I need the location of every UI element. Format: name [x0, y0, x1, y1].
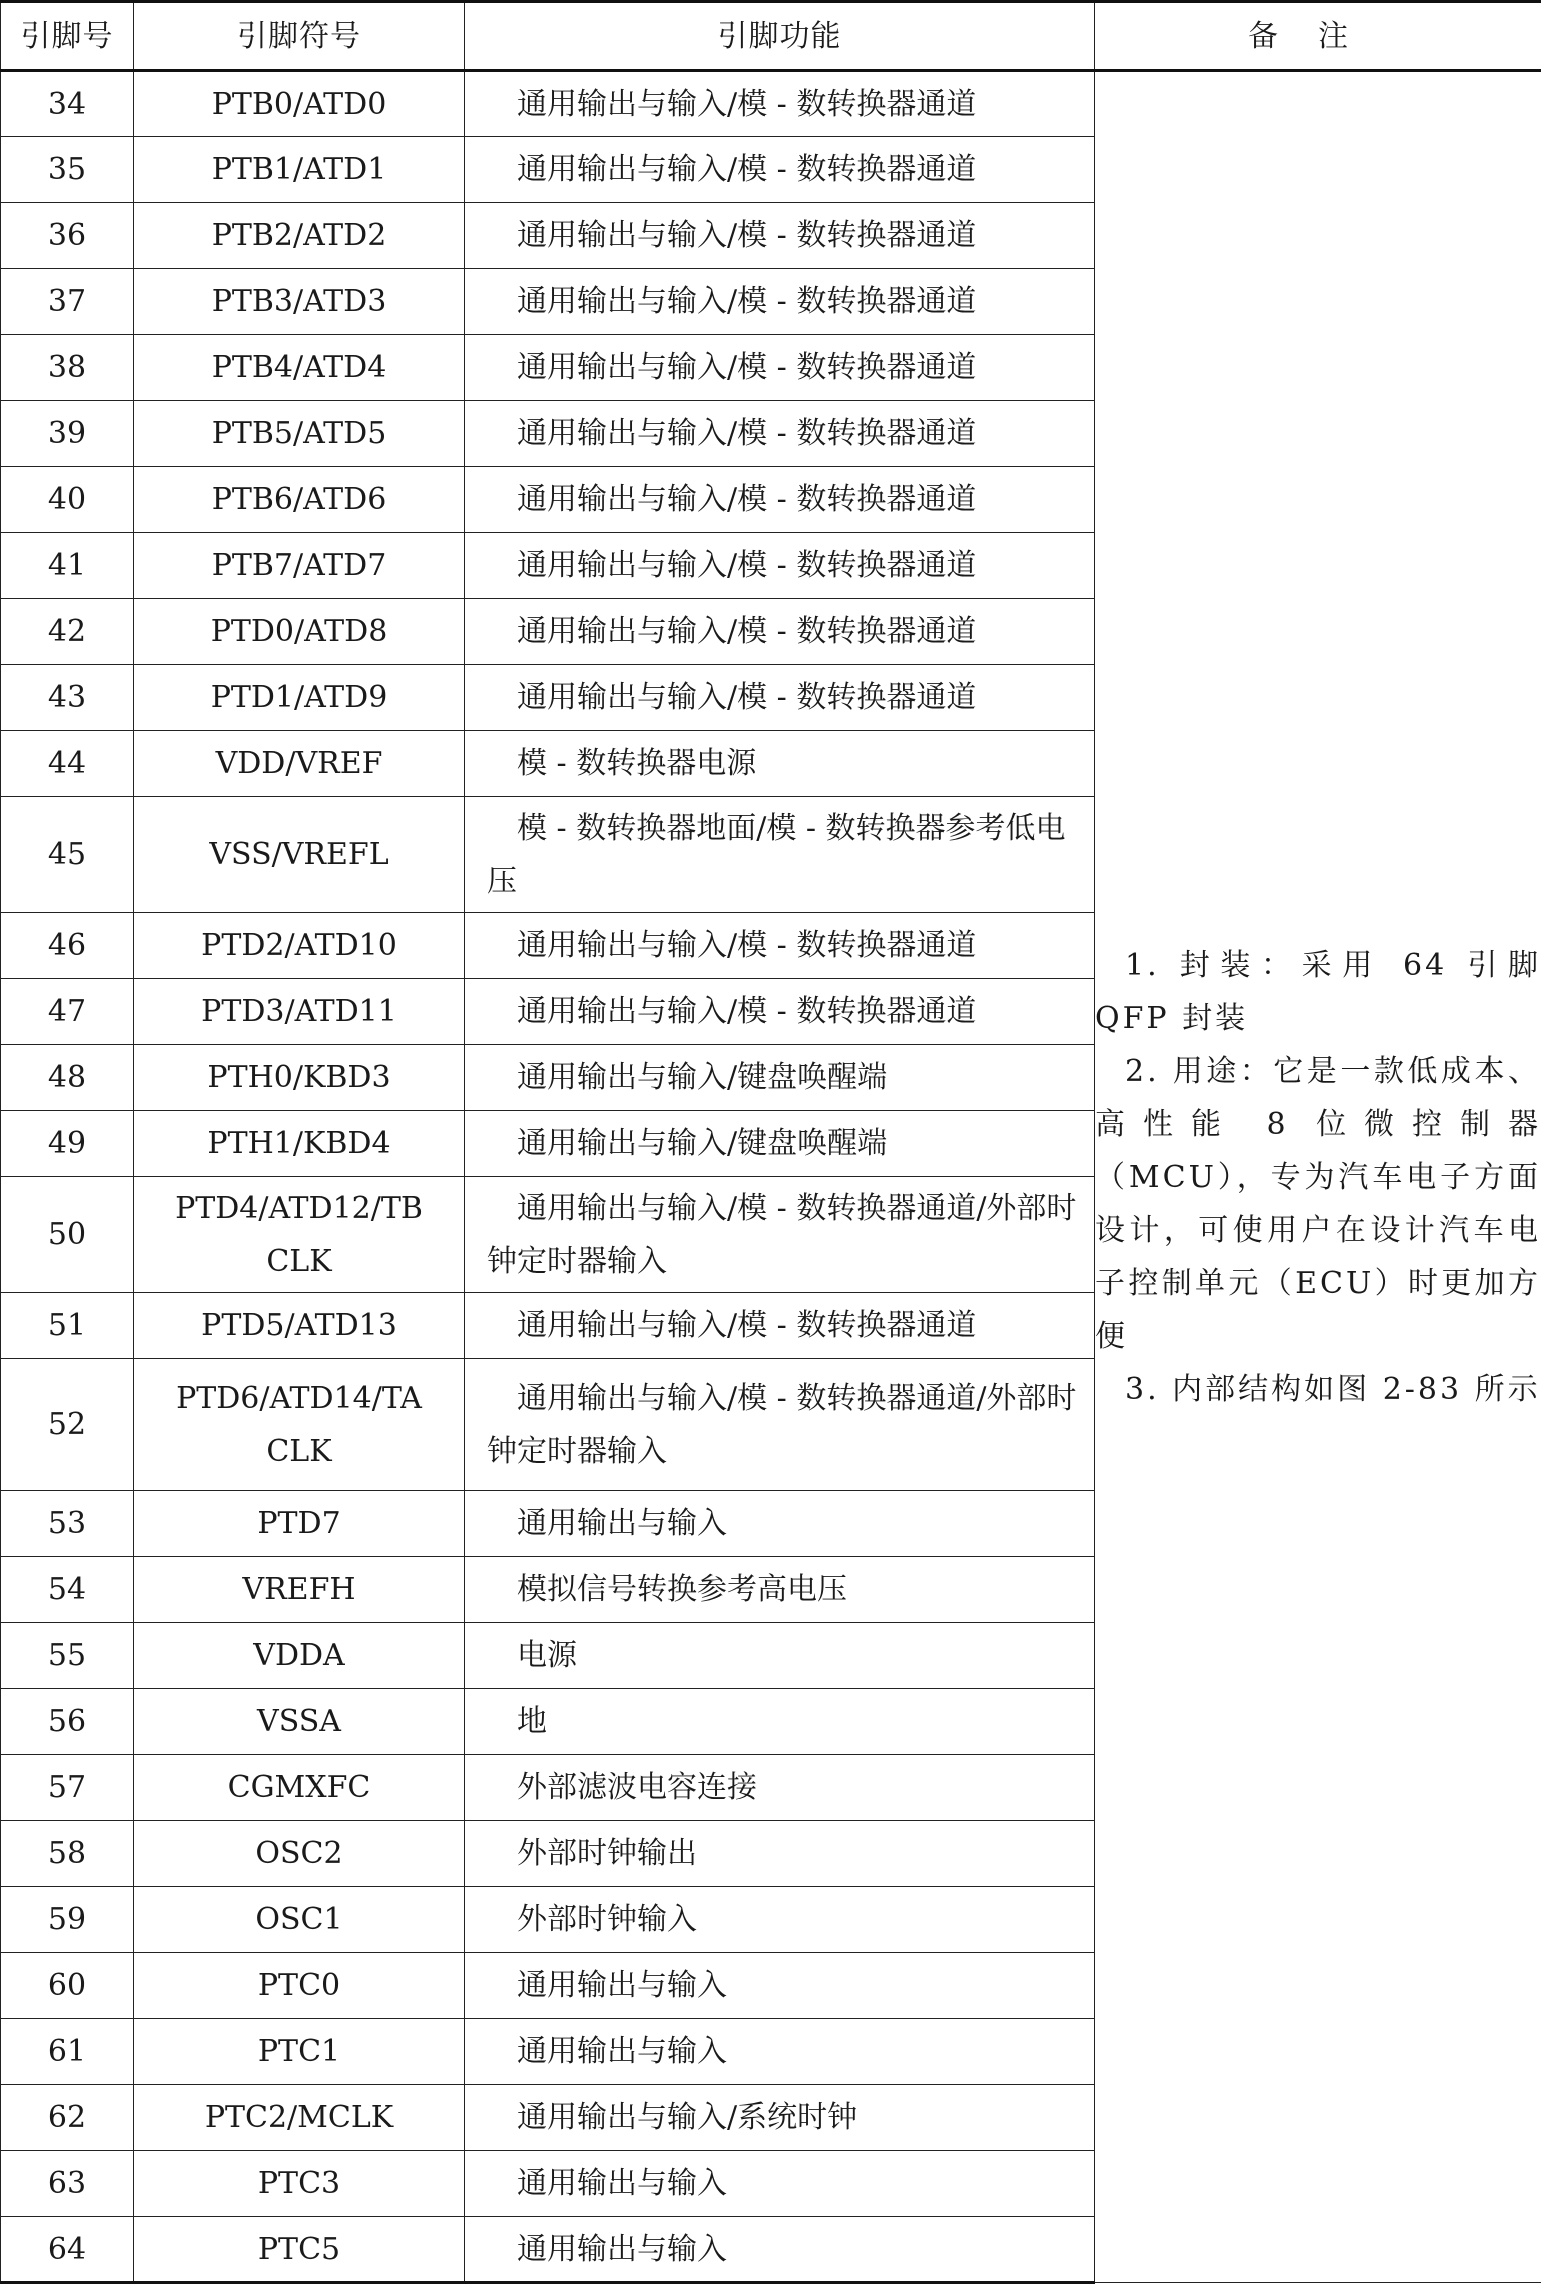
pin-symbol-cell: PTD5/ATD13	[134, 1293, 465, 1359]
pin-function-cell: 模拟信号转换参考高电压	[465, 1557, 1095, 1623]
pin-function-cell: 通用输出与输入/模 - 数转换器通道	[465, 665, 1095, 731]
pin-function-cell: 通用输出与输入	[465, 1491, 1095, 1557]
pin-function-cell: 通用输出与输入/模 - 数转换器通道	[465, 71, 1095, 137]
pin-symbol-cell: CGMXFC	[134, 1755, 465, 1821]
pin-number-cell: 62	[1, 2085, 134, 2151]
header-remarks-label: 备注	[1248, 18, 1388, 54]
pin-function-cell: 通用输出与输入/模 - 数转换器通道	[465, 137, 1095, 203]
pin-number-cell: 57	[1, 1755, 134, 1821]
pin-function-cell: 通用输出与输入/键盘唤醒端	[465, 1111, 1095, 1177]
pin-symbol-cell: PTB3/ATD3	[134, 269, 465, 335]
pin-function-cell: 通用输出与输入/模 - 数转换器通道	[465, 335, 1095, 401]
pin-symbol-cell: PTB1/ATD1	[134, 137, 465, 203]
pin-function-cell: 外部时钟输出	[465, 1821, 1095, 1887]
remark-item: 2. 用途：它是一款低成本、高性能 8 位微控制器（MCU），专为汽车电子方面设计，可使用户在设计汽车电子控制单元（ECU）时更加方便	[1095, 1053, 1541, 1354]
pin-symbol-cell: PTD2/ATD10	[134, 913, 465, 979]
pin-symbol-cell: PTC0	[134, 1953, 465, 2019]
pin-function-cell: 通用输出与输入/系统时钟	[465, 2085, 1095, 2151]
pin-function-cell: 通用输出与输入/模 - 数转换器通道	[465, 979, 1095, 1045]
pin-symbol-cell: PTC5	[134, 2217, 465, 2283]
pin-number-cell: 38	[1, 335, 134, 401]
pin-number-cell: 58	[1, 1821, 134, 1887]
remarks-cell	[1095, 71, 1541, 2283]
pin-function-cell: 模 - 数转换器地面/模 - 数转换器参考低电压	[465, 797, 1095, 913]
pin-function-cell: 通用输出与输入/模 - 数转换器通道	[465, 599, 1095, 665]
pin-symbol-cell: PTC2/MCLK	[134, 2085, 465, 2151]
pin-function-cell: 通用输出与输入/模 - 数转换器通道	[465, 467, 1095, 533]
pin-number-cell: 64	[1, 2217, 134, 2283]
pin-function-cell: 模 - 数转换器电源	[465, 731, 1095, 797]
pin-symbol-cell: VREFH	[134, 1557, 465, 1623]
pin-symbol-cell: PTB4/ATD4	[134, 335, 465, 401]
pin-symbol-cell: VDD/VREF	[134, 731, 465, 797]
pin-function-cell: 外部时钟输入	[465, 1887, 1095, 1953]
pin-function-cell: 通用输出与输入/模 - 数转换器通道	[465, 1293, 1095, 1359]
pin-function-cell: 通用输出与输入/键盘唤醒端	[465, 1045, 1095, 1111]
pin-number-cell: 37	[1, 269, 134, 335]
pin-number-cell: 42	[1, 599, 134, 665]
pin-number-cell: 50	[1, 1177, 134, 1293]
pin-number-cell: 53	[1, 1491, 134, 1557]
pin-number-cell: 36	[1, 203, 134, 269]
pin-symbol-cell: OSC2	[134, 1821, 465, 1887]
pin-number-cell: 35	[1, 137, 134, 203]
header-remarks	[1095, 2, 1541, 71]
pin-function-cell: 通用输出与输入/模 - 数转换器通道/外部时钟定时器输入	[465, 1177, 1095, 1293]
pin-symbol-cell: VDDA	[134, 1623, 465, 1689]
pin-symbol-cell: PTH1/KBD4	[134, 1111, 465, 1177]
pin-symbol-cell: PTD3/ATD11	[134, 979, 465, 1045]
pin-symbol-cell: PTD6/ATD14/TACLK	[134, 1359, 465, 1491]
remark-item: 1. 封装：采用 64 引脚 QFP 封装	[1095, 947, 1541, 1036]
pin-number-cell: 43	[1, 665, 134, 731]
pin-function-cell: 通用输出与输入	[465, 1953, 1095, 2019]
pin-symbol-cell: PTC1	[134, 2019, 465, 2085]
pin-symbol-cell: PTB5/ATD5	[134, 401, 465, 467]
pin-number-cell: 49	[1, 1111, 134, 1177]
pin-symbol-cell: PTD7	[134, 1491, 465, 1557]
pin-symbol-cell: PTC3	[134, 2151, 465, 2217]
pin-number-cell: 59	[1, 1887, 134, 1953]
pin-function-cell: 电源	[465, 1623, 1095, 1689]
pin-function-cell: 通用输出与输入	[465, 2151, 1095, 2217]
pin-function-cell: 外部滤波电容连接	[465, 1755, 1095, 1821]
header-pin-function: 引脚功能	[465, 2, 1095, 71]
pin-function-cell: 通用输出与输入	[465, 2019, 1095, 2085]
pin-symbol-cell: PTD1/ATD9	[134, 665, 465, 731]
header-row	[1, 2, 1541, 71]
pin-number-cell: 51	[1, 1293, 134, 1359]
pin-function-cell: 地	[465, 1689, 1095, 1755]
pin-number-cell: 47	[1, 979, 134, 1045]
pin-symbol-cell: PTB2/ATD2	[134, 203, 465, 269]
pin-number-cell: 48	[1, 1045, 134, 1111]
pin-number-cell: 34	[1, 71, 134, 137]
pin-symbol-cell: PTB7/ATD7	[134, 533, 465, 599]
pin-number-cell: 52	[1, 1359, 134, 1491]
pin-symbol-cell: PTD4/ATD12/TBCLK	[134, 1177, 465, 1293]
remark-item: 3. 内部结构如图 2-83 所示	[1125, 1371, 1541, 1407]
pin-number-cell: 45	[1, 797, 134, 913]
pin-function-cell: 通用输出与输入/模 - 数转换器通道	[465, 401, 1095, 467]
pin-number-cell: 46	[1, 913, 134, 979]
pin-function-cell: 通用输出与输入/模 - 数转换器通道	[465, 203, 1095, 269]
pin-symbol-cell: OSC1	[134, 1887, 465, 1953]
pin-number-cell: 41	[1, 533, 134, 599]
pin-number-cell: 44	[1, 731, 134, 797]
pin-symbol-cell: PTH0/KBD3	[134, 1045, 465, 1111]
table-row	[1, 71, 1541, 137]
pin-function-cell: 通用输出与输入/模 - 数转换器通道	[465, 533, 1095, 599]
pin-number-cell: 60	[1, 1953, 134, 2019]
pin-number-cell: 56	[1, 1689, 134, 1755]
header-pin-number: 引脚号	[1, 2, 134, 71]
pin-symbol-cell: PTB6/ATD6	[134, 467, 465, 533]
pin-number-cell: 39	[1, 401, 134, 467]
pin-number-cell: 40	[1, 467, 134, 533]
pin-number-cell: 55	[1, 1623, 134, 1689]
pin-symbol-cell: PTB0/ATD0	[134, 71, 465, 137]
pin-number-cell: 54	[1, 1557, 134, 1623]
pin-function-cell: 通用输出与输入/模 - 数转换器通道	[465, 269, 1095, 335]
pin-symbol-cell: PTD0/ATD8	[134, 599, 465, 665]
pin-function-cell: 通用输出与输入/模 - 数转换器通道	[465, 913, 1095, 979]
pin-function-cell: 通用输出与输入/模 - 数转换器通道/外部时钟定时器输入	[465, 1359, 1095, 1491]
header-pin-symbol: 引脚符号	[134, 2, 465, 71]
pin-symbol-cell: VSS/VREFL	[134, 797, 465, 913]
pin-number-cell: 61	[1, 2019, 134, 2085]
pin-symbol-cell: VSSA	[134, 1689, 465, 1755]
pin-number-cell: 63	[1, 2151, 134, 2217]
pin-function-cell: 通用输出与输入	[465, 2217, 1095, 2283]
